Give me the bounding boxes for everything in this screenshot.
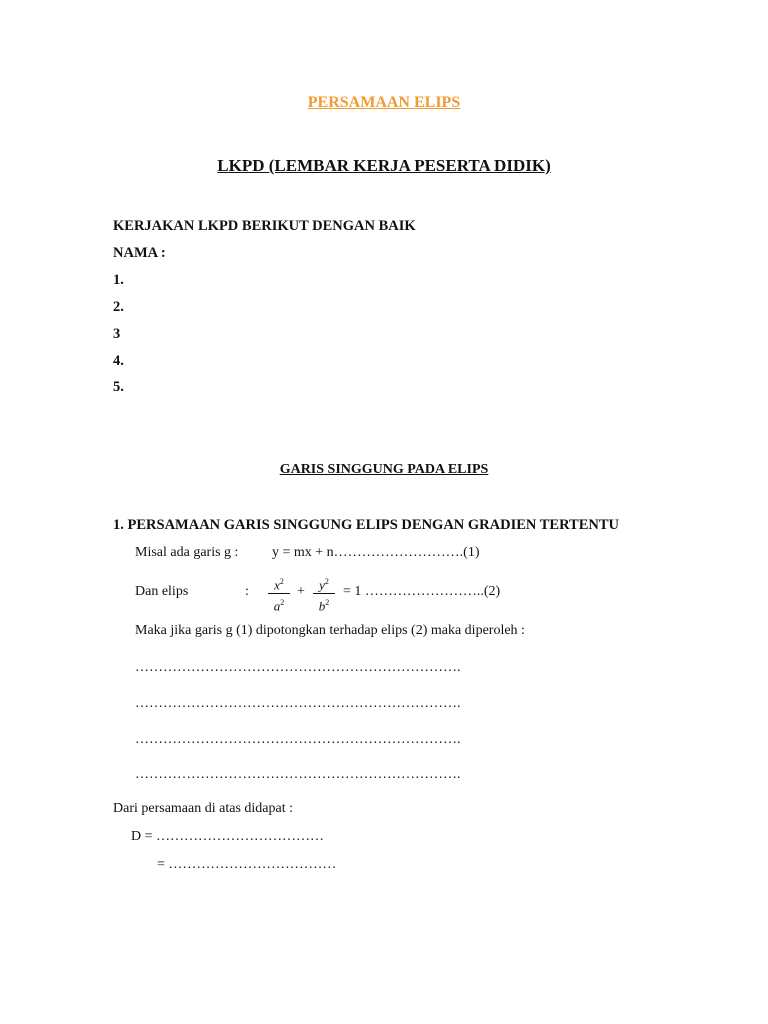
discriminant-line-2: = ……………………………… (157, 857, 337, 872)
fraction-y-over-b: $\frac{y^2}{b^2}$ (313, 573, 335, 615)
ellipse-colon: : (245, 584, 249, 599)
document-title: PERSAMAAN ELIPS (307, 94, 461, 111)
dotted-answer-line-2: ……………………………………………………………. (135, 696, 461, 711)
dotted-answer-line-1: ……………………………………………………………. (135, 660, 461, 675)
member-number-5: 5. (113, 379, 124, 395)
plus-sign: + (297, 584, 305, 599)
fraction-x-over-a: $\frac{x^2}{a^2}$ (268, 573, 290, 615)
result-text: Dari persamaan di atas didapat : (113, 801, 293, 816)
ellipse-equation-rhs: = 1 ……………………..(2) (343, 584, 501, 599)
subsection-heading: 1. PERSAMAAN GARIS SINGGUNG ELIPS DENGAN GRADIEN TERTENTU (113, 517, 619, 533)
document-subtitle: LKPD (LEMBAR KERJA PESERTA DIDIK) (217, 156, 551, 175)
dotted-answer-line-4: ……………………………………………………………. (135, 767, 461, 782)
name-label: NAMA : (113, 245, 166, 261)
intersection-text: Maka jika garis g (1) dipotongkan terhadap elips (2) maka diperoleh : (135, 623, 525, 638)
member-number-4: 4. (113, 353, 124, 369)
line-g-label: Misal ada garis g : (135, 545, 239, 560)
member-number-3: 3 (113, 326, 121, 342)
ellipse-label: Dan elips (135, 584, 189, 599)
member-number-1: 1. (113, 272, 124, 288)
member-number-2: 2. (113, 299, 124, 315)
dotted-answer-line-3: ……………………………………………………………. (135, 732, 461, 747)
line-g-equation: y = mx + n……………………….(1) (272, 545, 480, 560)
discriminant-line-1: D = ……………………………… (131, 829, 325, 844)
section-heading: GARIS SINGGUNG PADA ELIPS (279, 462, 489, 477)
instruction-text: KERJAKAN LKPD BERIKUT DENGAN BAIK (113, 218, 416, 234)
